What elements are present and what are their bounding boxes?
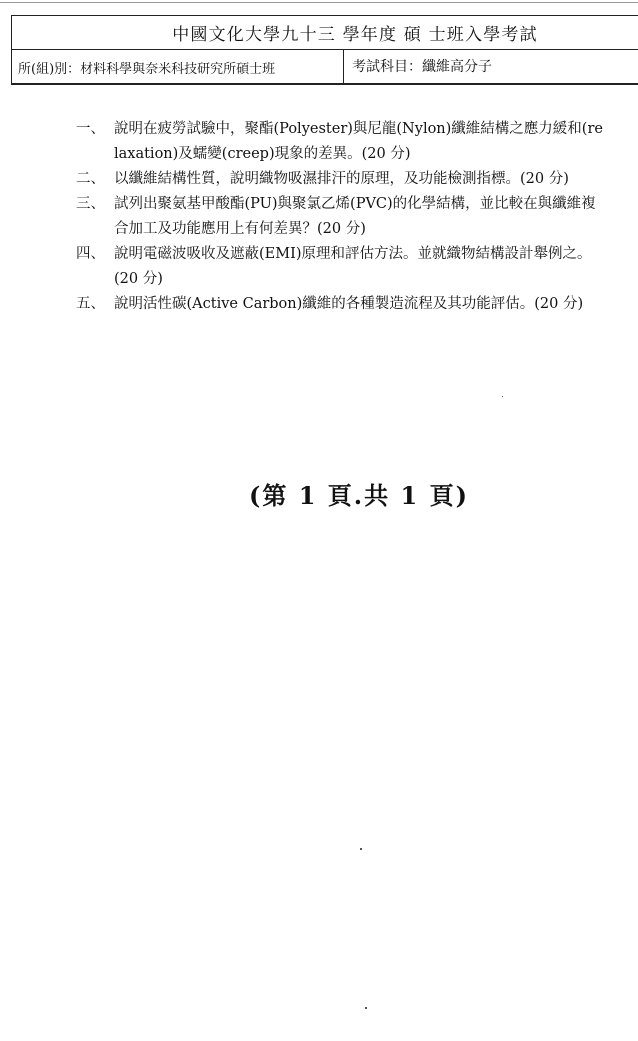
- question-text: 以纖維結構性質，說明織物吸濕排汗的原理，及功能檢測指標。(20 分): [114, 171, 569, 187]
- question-text: 說明活性碳(Active Carbon)纖維的各種製造流程及其功能評估。(20 分): [114, 296, 584, 312]
- question-number: 一、: [76, 121, 105, 137]
- page-number-footer: (第 1 頁.共 1 頁): [249, 481, 469, 510]
- header-cell-divider: [343, 50, 344, 84]
- scan-edge-line: [0, 2, 638, 3]
- header-info-row: [12, 50, 638, 84]
- question-item: [76, 292, 606, 317]
- question-number: 五、: [76, 296, 105, 312]
- scan-speck: [365, 1007, 367, 1009]
- question-item: [76, 192, 606, 242]
- scan-speck: [502, 396, 503, 397]
- question-text: 說明電磁波吸收及遮蔽(EMI)原理和評估方法。並就織物結構設計舉例之。(20 分): [114, 246, 592, 287]
- question-item: [76, 242, 606, 292]
- question-number: 三、: [76, 196, 105, 212]
- question-number: 四、: [76, 246, 105, 262]
- question-text: 試列出聚氨基甲酸酯(PU)與聚氯乙烯(PVC)的化學結構，並比較在與纖維複合加工及功能應用上有何差異？(20 分): [114, 196, 596, 237]
- question-item: [76, 167, 606, 192]
- question-list: [76, 117, 606, 317]
- department-label: 所(組)別：材料科學與奈米科技研究所碩士班: [18, 62, 276, 77]
- exam-title: 中國文化大學九十三 學年度 碩 士班入學考試: [172, 25, 538, 45]
- question-number: 二、: [76, 171, 105, 187]
- question-item: [76, 117, 606, 167]
- scan-speck: [360, 848, 362, 850]
- question-text: 說明在疲勞試驗中，聚酯(Polyester)與尼龍(Nylon)纖維結構之應力緩和(relaxation)及蠕變(creep)現象的差異。(20 分): [114, 121, 603, 162]
- subject-label: 考試科目：纖維高分子: [352, 59, 492, 75]
- exam-header-box: [11, 15, 638, 85]
